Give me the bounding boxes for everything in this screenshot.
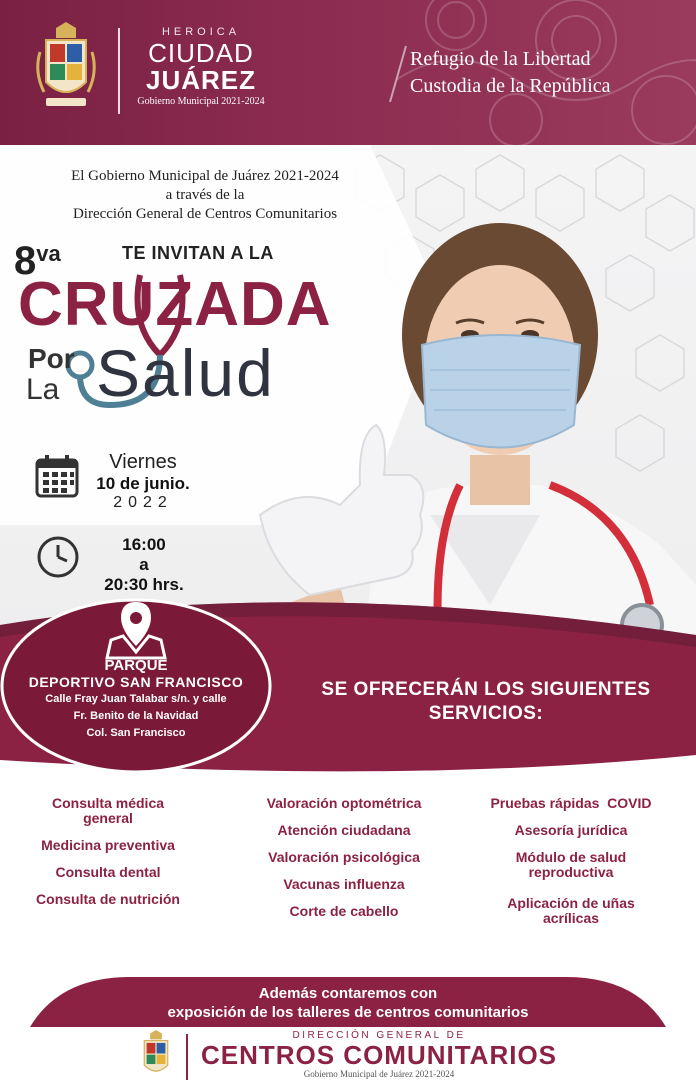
footer-divider: [186, 1034, 188, 1080]
city-logotype: [126, 26, 276, 107]
service-item: Consulta médica general: [51, 795, 165, 826]
event-title-la: La: [26, 373, 60, 406]
footer-gobierno: Gobierno Municipal de Juárez 2021-2024: [303, 1069, 455, 1079]
location-address-2: Fr. Benito de la Navidad: [73, 710, 199, 722]
event-date-text: 10 de junio.: [96, 474, 190, 493]
heroica-label: HEROICA: [161, 26, 241, 38]
footer-centros: CENTROS COMUNITARIOS: [200, 1040, 558, 1070]
location-name-2: DEPORTIVO SAN FRANCISCO: [28, 674, 244, 690]
services-column-1: [18, 796, 198, 907]
edition-suffix: va: [36, 241, 61, 266]
slash-divider: [388, 44, 408, 104]
gobierno-label: Gobierno Municipal 2021-2024: [137, 96, 265, 107]
juarez-label: JUÁREZ: [145, 65, 256, 95]
event-title-salud: Salud: [96, 336, 275, 410]
service-item: Corte de cabello: [289, 903, 399, 919]
footer-note-line-1: Además contaremos con: [258, 985, 438, 1002]
services-heading-line-2: SERVICIOS:: [428, 703, 544, 724]
time-separator: a: [139, 555, 149, 574]
footer-note-line-2: exposición de los talleres de centros comunitarios: [167, 1004, 529, 1021]
time-end: 20:30 hrs.: [104, 575, 184, 594]
motto-line-2: Custodia de la República: [410, 75, 611, 97]
organizer-line-3: Dirección General de Centros Comunitarios: [72, 206, 338, 222]
footer-direccion: DIRECCIÓN GENERAL DE: [292, 1030, 466, 1041]
service-item: Valoración psicológica: [268, 849, 420, 865]
location-address-1: Calle Fray Juan Talabar s/n. y calle: [45, 693, 227, 705]
service-item: Vacunas influenza: [283, 876, 405, 892]
organizer-text: [20, 167, 390, 224]
service-item: Asesoría jurídica: [514, 822, 628, 838]
calendar-icon: [34, 453, 80, 499]
organizer-line-1: El Gobierno Municipal de Juárez 2021-2024: [71, 168, 339, 184]
location-pin-icon: [103, 600, 169, 660]
location-name-1: PARQUE: [104, 657, 168, 674]
event-title-por: Por: [28, 343, 75, 374]
event-day: Viernes: [109, 451, 177, 473]
service-item: Consulta dental: [55, 864, 161, 880]
services-column-3: [466, 796, 676, 926]
footer-note: [60, 984, 636, 1022]
event-date: [88, 451, 198, 512]
services-heading-line-1: SE OFRECERÁN LOS SIGUIENTES: [321, 679, 651, 700]
event-year: 2022: [113, 494, 173, 511]
service-item: Módulo de salud reproductiva: [515, 849, 627, 880]
service-item: Medicina preventiva: [41, 837, 175, 853]
header-banner: [0, 0, 696, 145]
edition-digit: 8: [14, 239, 37, 283]
header-divider: [118, 28, 120, 114]
location-info: [0, 658, 272, 741]
ciudad-label: CIUDAD: [148, 38, 254, 68]
service-item: Valoración optométrica: [266, 795, 422, 811]
centros-comunitarios-logo: [194, 1030, 564, 1079]
location-address-3: Col. San Francisco: [86, 727, 186, 739]
coat-of-arms-icon: [136, 1030, 176, 1084]
invite-label: TE INVITAN A LA: [122, 243, 274, 263]
city-motto: [410, 46, 611, 100]
service-item: Atención ciudadana: [277, 822, 411, 838]
time-start: 16:00: [122, 535, 166, 554]
coat-of-arms-icon: [32, 22, 100, 114]
services-heading: [286, 678, 686, 726]
motto-line-1: Refugio de la Libertad: [410, 48, 591, 70]
event-title-main: CRUZADA: [18, 270, 332, 339]
organizer-line-2: a través de la: [165, 187, 245, 203]
services-column-2: [238, 796, 450, 919]
service-item: Aplicación de uñas acrílicas: [507, 895, 635, 926]
service-item: Consulta de nutrición: [36, 891, 180, 907]
service-item: Pruebas rápidas COVID: [490, 795, 652, 811]
clock-icon: [36, 535, 80, 579]
